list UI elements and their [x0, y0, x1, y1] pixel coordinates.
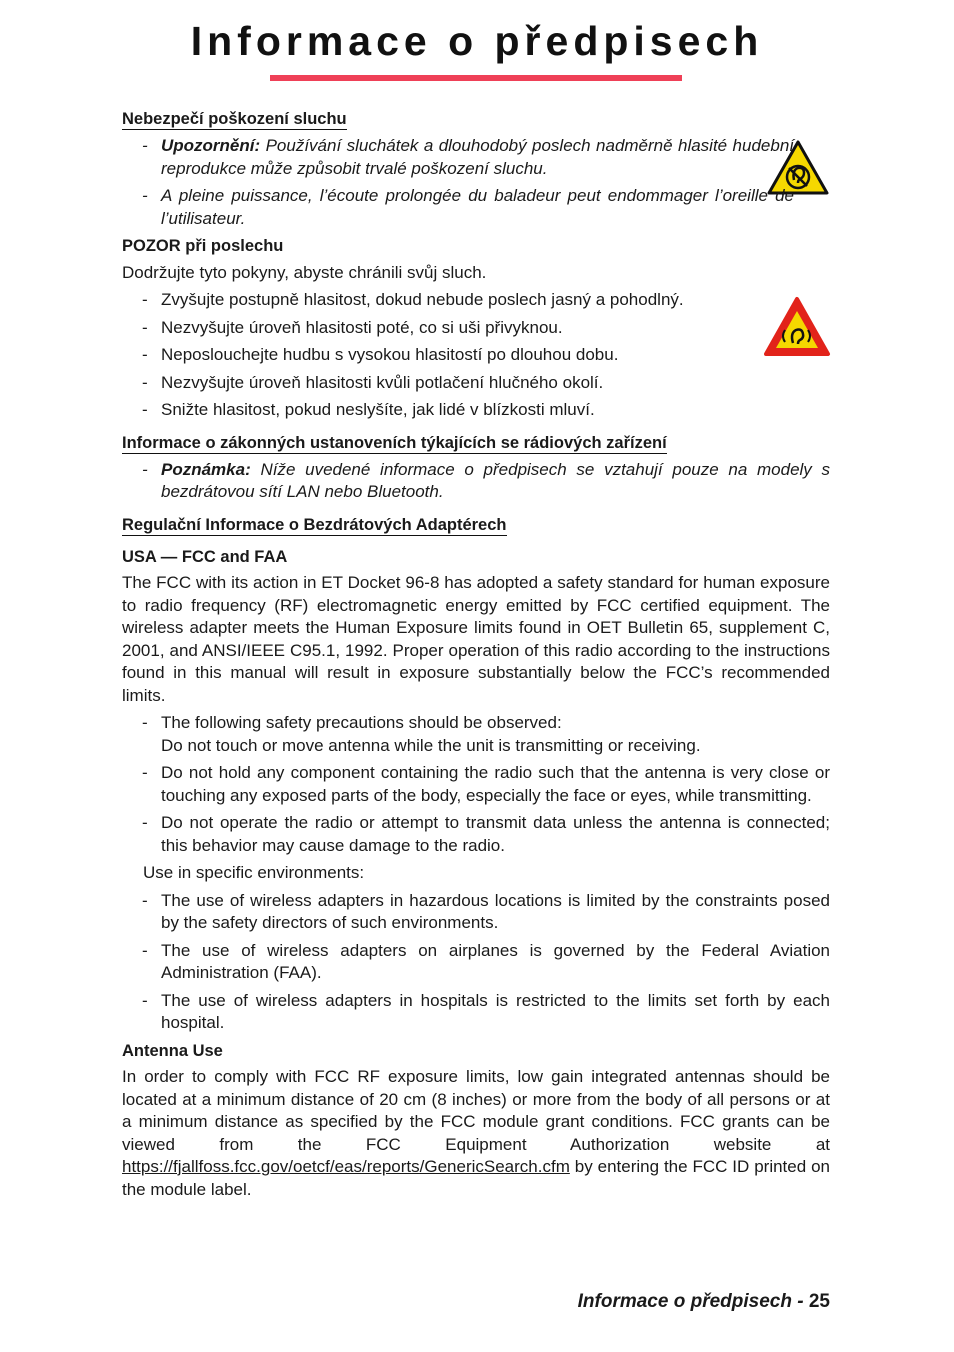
list-item: - Poznámka: Níže uvedené informace o předpisech se vztahují pouze na modely s bezdrátovou sítí LAN nebo Bluetooth. [142, 459, 830, 501]
section-heading-listening: POZOR při poslechu [122, 237, 284, 255]
page-number: 25 [808, 1291, 830, 1312]
antenna-paragraph: In order to comply with FCC RF exposure limits, low gain integrated antennas should be located at a minimum distance of 20 cm (8 inches) or more from the body of all persons or at a minimum distance as specified by the FCC module grant conditions. FCC grants can be viewed from the FCC Equipment Authorization website at https://fjallfoss.fcc.gov/oetcf/eas/reports/GenericSearch.cfm by entering the FCC ID printed on the module label. [122, 1067, 830, 1199]
list-item: - Snižte hlasitost, pokud neslyšíte, jak lidé v blízkosti mluví. [142, 400, 595, 419]
title-underline [270, 75, 682, 81]
list-item: - A pleine puissance, l’écoute prolongée du baladeur peut endommager l’oreille de l’utilisateur. [142, 186, 794, 228]
section-heading-wireless: Regulační Informace o Bezdrátových Adaptérech [122, 515, 507, 534]
list-item: - Upozornění: Používání sluchátek a dlouhodobý poslech nadměrně hlasité hudební reprodukce může způsobit trvalé poškození sluchu. [142, 136, 794, 178]
fcc-search-link[interactable]: https://fjallfoss.fcc.gov/oetcf/eas/reports/GenericSearch.cfm [122, 1157, 570, 1176]
section-heading-radio-law: Informace o zákonných ustanoveních týkajících se rádiových zařízení [122, 433, 667, 452]
list-item: - The use of wireless adapters in hazardous locations is limited by the constraints posed by the safety directors of such environments. [142, 890, 830, 932]
list-item: - Do not hold any component containing the radio such that the antenna is very close or touching any exposed parts of the body, especially the face or eyes, while transmitting. [142, 763, 830, 805]
section-heading-hearing: Nebezpečí poškození sluchu [122, 110, 347, 128]
list-item: - Nezvyšujte úroveň hlasitosti poté, co si uši přivyknou. [142, 317, 563, 337]
section-heading-antenna: Antenna Use [122, 1041, 223, 1060]
list-item: - The following safety precautions should be observed: Do not touch or move antenna while the unit is transmitting or receiving. [142, 713, 701, 755]
warning-label: Upozornění: [161, 136, 261, 155]
footer-label: Informace o předpisech - [577, 1291, 809, 1312]
list-item: - Neposlouchejte hudbu s vysokou hlasitostí po dlouhou dobu. [142, 345, 619, 364]
list-item: - The use of wireless adapters in hospitals is restricted to the limits set forth by each hospital. [142, 990, 830, 1032]
list-item: - Zvyšujte postupně hlasitost, dokud nebude poslech jasný a pohodlný. [142, 290, 684, 309]
document-body [122, 108, 830, 1206]
fcc-paragraph: The FCC with its action in ET Docket 96-8 has adopted a safety standard for human exposure to radio frequency (RF) electromagnetic energy emitted by FCC certified equipment. The wireless adapter meets the Human Exposure limits found in OET Bulletin 65, supplement C, 2001, and ANSI/IEEE C95.1, 1992. Proper operation of this radio according to the instructions found in this manual will result in exposure substantially below the FCC’s recommended limits. [122, 573, 830, 705]
list-item: - The use of wireless adapters on airplanes is governed by the Federal Aviation Administration (FAA). [142, 940, 830, 982]
note-label: Poznámka: [161, 459, 251, 479]
environments-intro: Use in specific environments: [143, 863, 365, 882]
section-heading-fcc: USA — FCC and FAA [122, 547, 288, 566]
listening-intro: Dodržujte tyto pokyny, abyste chránili svůj sluch. [122, 262, 487, 282]
page-title: Informace o předpisech [190, 18, 764, 64]
list-item: - Do not operate the radio or attempt to transmit data unless the antenna is connected; this behavior may cause damage to the radio. [142, 813, 830, 855]
list-item: - Nezvyšujte úroveň hlasitosti kvůli potlačení hlučného okolí. [142, 372, 604, 392]
page-footer [578, 1291, 830, 1313]
